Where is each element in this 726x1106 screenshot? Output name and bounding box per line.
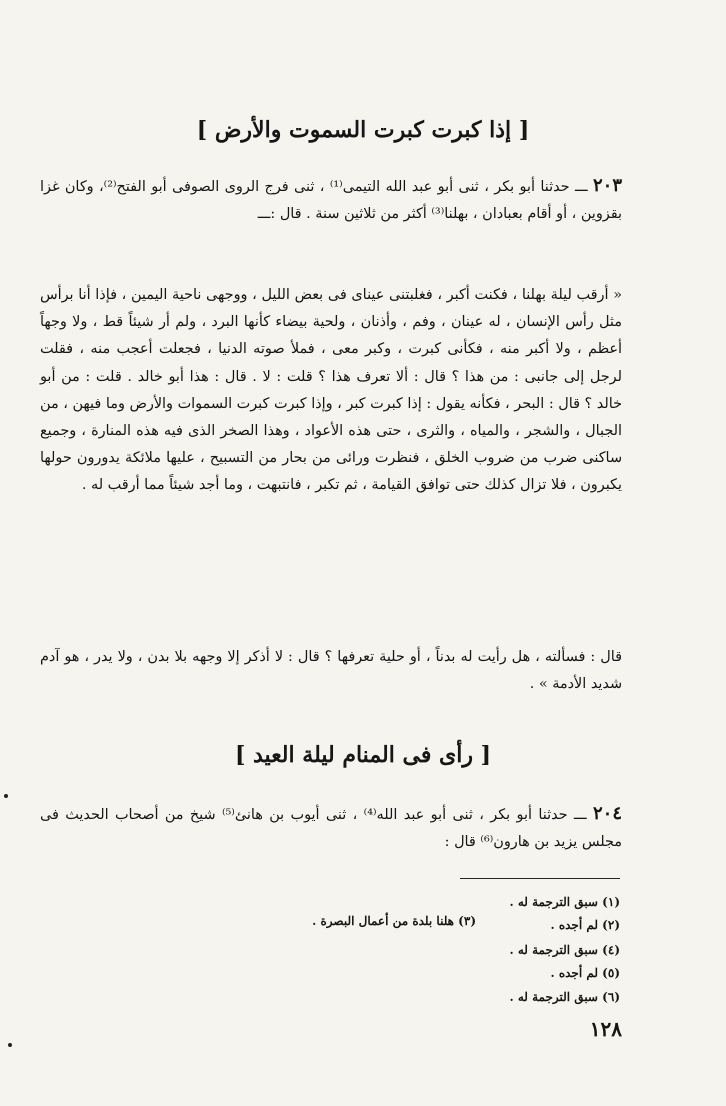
quote-paragraph-2: قال : فسألته ، هل رأيت له بدناً ، أو حلية تعرفها ؟ قال : لا أذكر إلا وجهه بلا بدن ، ولا يدر ، هو آدم شديد الأدمة » . [40,649,622,693]
footnote-separator [460,878,620,879]
scan-speck [8,1043,12,1047]
paragraph-204-text: ـــ حدثنا أبو بكر ، ثنى أبو عبد الله⁽⁴⁾ ، ثنى أيوب بن هانئ⁽⁵⁾ شيخ من أصحاب الحديث فى مجلس يزيد بن هارون⁽⁶⁾ قال : [40,807,622,851]
page-number: ١٢٨ [589,1017,622,1041]
scan-speck [4,794,8,798]
paragraph-203 [40,172,622,228]
paragraph-203-text: ـــ حدثنا أبو بكر ، ثنى أبو عبد الله التيمى⁽¹⁾ ، ثنى فرج الروى الصوفى أبو الفتح⁽²⁾، وكان غزا بقزوين ، أو أقام بعبادان ، بهلنا⁽³⁾ أكثر من ثلاثين سنة . قال :ـــ [40,179,622,223]
footnote-2: (٢) لم أجده . [550,918,620,932]
footnote-4: (٤) سبق الترجمة له . [509,943,620,957]
section-heading-1: [ إذا كبرت كبرت السموت والأرض ] [196,117,530,143]
section-heading-2: [ رأى فى المنام ليلة العيد ] [234,742,492,768]
paragraph-204 [40,800,622,856]
hadith-number-203: ٢٠٣ [593,175,623,196]
footnote-1: (١) سبق الترجمة له . [509,895,620,909]
hadith-number-204: ٢٠٤ [592,803,622,824]
footnote-6: (٦) سبق الترجمة له . [509,990,620,1004]
footnote-5: (٥) لم أجده . [550,966,620,980]
footnote-3: (٣) هلنا بلدة من أعمال البصرة . [312,914,476,928]
quote-paragraph-1: « أرقب ليلة بهلنا ، فكنت أكبر ، فغلبتنى عيناى فى بعض الليل ، ووجهى ناحية اليمين ، فإذا أنا برأس مثل رأس الإنسان ، له عينان ، وفم ، وأذنان ، ولحية بيضاء كأنها البرد ، ولم أر شيئاً قط ، ولا وجهاً أعظم ، ولا أكبر منه ، فكأنى كبرت ، وكبر معى ، فملأ صوته الدنيا ، فجعلت أعجب منه ، فقلت لرجل إلى جانبى : من هذا ؟ قال : ألا تعرف هذا ؟ قلت : لا . قال : هذا أبو خالد . قلت : من أبو خالد ؟ قال : البحر ، فكأنه يقول : إذا كبرت كبر ، وإذا كبرت كبرت السموات والأرض وما فيهن ، من الجبال ، والشجر ، والمياه ، والثرى ، حتى هذه الأعواد ، وهذا الصخر الذى فيه هذه المنارة ، وجميع ساكنى ضرب من ضروب الخلق ، فنظرت ورائى من بحار من التسبيح ، عليها ملائكة يدورون حولها يكبرون ، فلا تزال كذلك حتى توافق القيامة ، ثم تكبر ، فانتبهت ، وما أجد شيئاً مما أرقب له . [40,287,622,494]
